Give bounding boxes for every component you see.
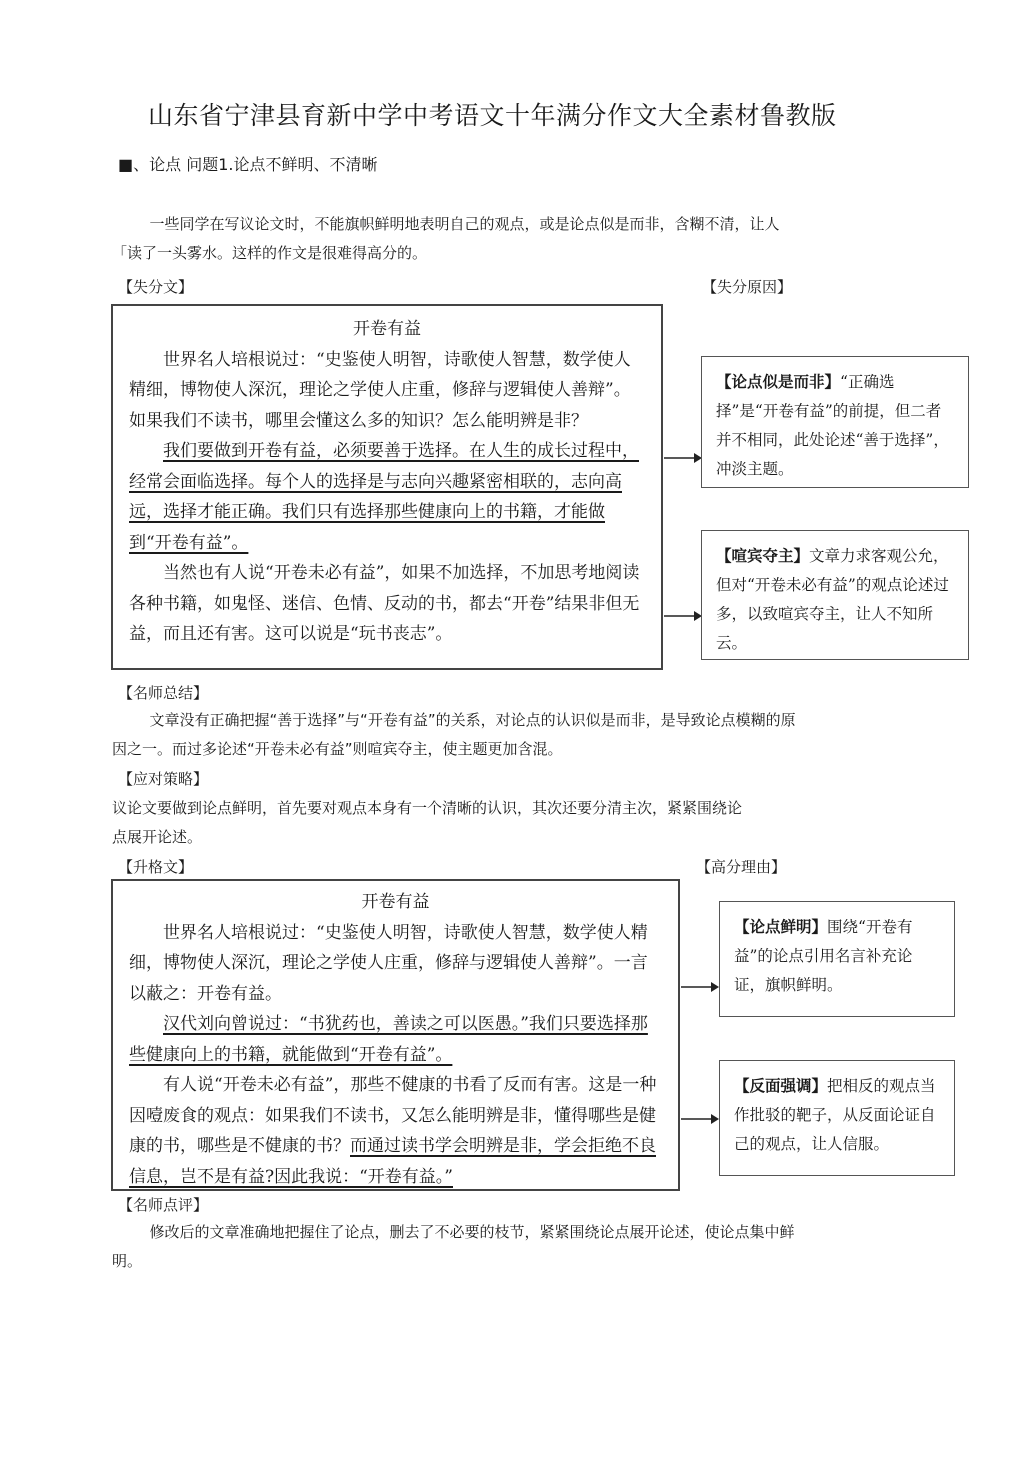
section-heading: ■、论点 问题1.论点不鲜明、不清晰 bbox=[118, 155, 378, 174]
strategy-text: 议论文要做到论点鲜明，首先要对观点本身有一个清晰的认识，其次还要分清主次，紧紧围绕论点展开论述。 bbox=[112, 799, 743, 846]
high-note-2-text: 把相反的观点当作批驳的靶子，从反面论证自己的观点，让人信服。 bbox=[734, 1077, 936, 1153]
fail-essay-paragraph-1: 世界名人培根说过：“史鉴使人明智，诗歌使人智慧，数学使人精细，博物使人深沉，理论之学使人庄重，修辞与逻辑使人善辩”。如果我们不读书，哪里会懂这么多的知识？怎么能明辨是非？ bbox=[129, 349, 631, 431]
upgrade-essay-box bbox=[111, 879, 680, 1191]
upgrade-essay-paragraph-3b: 而通过读书学会明辨是非，学会拒绝不良信息，岂不是有益?因此我说：“开卷有益。” bbox=[129, 1136, 656, 1187]
high-note-1-text: 围绕“开卷有益”的论点引用名言补充论证，旗帜鲜明。 bbox=[734, 918, 913, 994]
upgrade-essay-paragraph-2: 汉代刘向曾说过：“书犹药也，善读之可以医愚。”我们只要选择那些健康向上的书籍，就能做到“开卷有益”。 bbox=[129, 1014, 648, 1065]
fail-reason-label: 【失分原因】 bbox=[702, 278, 793, 296]
arrow-right-icon bbox=[664, 452, 704, 466]
high-note-1-tag: 【论点鲜明】 bbox=[734, 917, 828, 936]
fail-essay-box bbox=[111, 304, 663, 670]
fail-essay-title: 开卷有益 bbox=[353, 319, 421, 339]
high-note-2 bbox=[719, 1060, 955, 1176]
upgrade-essay-paragraph-1: 世界名人培根说过：“史鉴使人明智，诗歌使人智慧，数学使人精细，博物使人深沉，理论之学使人庄重，修辞与逻辑使人善辩”。一言以蔽之：开卷有益。 bbox=[129, 922, 648, 1004]
document-title: 山东省宁津县育新中学中考语文十年满分作文大全素材鲁教版 bbox=[148, 101, 837, 130]
upgrade-essay-title: 开卷有益 bbox=[361, 892, 430, 912]
high-note-2-tag: 【反面强调】 bbox=[734, 1076, 828, 1095]
fail-essay-paragraph-2: 我们要做到开卷有益，必须要善于选择。在人生的成长过程中，经常会面临选择。每个人的选择是与志向兴趣紧密相联的，志向高远，选择才能正确。我们只有选择那些健康向上的书籍，才能做到“开卷有益”。 bbox=[129, 441, 639, 553]
fail-essay-paragraph-3: 当然也有人说“开卷未必有益”，如果不加选择，不加思考地阅读各种书籍，如鬼怪、迷信、色情、反动的书，都去“开卷”结果非但无益，而且还有害。这可以说是“玩书丧志”。 bbox=[129, 563, 640, 644]
fail-note-1-text: “正确选择”是“开卷有益”的前提，但二者并不相同，此处论述“善于选择”，冲淡主题。 bbox=[716, 373, 949, 478]
fail-note-1 bbox=[701, 356, 969, 488]
teacher-comment-text: 修改后的文章准确地把握住了论点，删去了不必要的枝节，紧紧围绕论点展开论述，使论点集中鲜明。 bbox=[112, 1223, 795, 1270]
fail-note-2 bbox=[701, 530, 969, 660]
arrow-right-icon bbox=[681, 1113, 721, 1127]
upgrade-essay-paragraph-3 bbox=[129, 1070, 662, 1192]
strategy-label: 【应对策略】 bbox=[118, 770, 209, 788]
high-reason-label: 【高分理由】 bbox=[696, 858, 787, 876]
high-note-1 bbox=[719, 901, 955, 1017]
fail-note-2-text: 文章力求客观公允，但对“开卷未必有益”的观点论述过多，以致喧宾夺主，让人不知所云。 bbox=[716, 547, 949, 652]
upgrade-essay-paragraph-3a: 有人说“开卷未必有益”，那些不健康的书看了反而有害。这是一种因噎废食的观点：如果我们不读书，又怎么能明辨是非，懂得哪些是健康的书，哪些是不健康的书？ bbox=[129, 1075, 657, 1156]
teacher-summary-text: 文章没有正确把握“善于选择”与“开卷有益”的关系，对论点的认识似是而非，是导致论点模糊的原因之一。而过多论述“开卷未必有益”则喧宾夺主，使主题更加含混。 bbox=[112, 711, 796, 758]
arrow-right-icon bbox=[664, 610, 704, 624]
fail-note-1-tag: 【论点似是而非】 bbox=[716, 372, 841, 391]
fail-essay-label: 【失分文】 bbox=[118, 278, 194, 296]
intro-paragraph: 一些同学在写议论文时，不能旗帜鲜明地表明自己的观点，或是论点似是而非，含糊不清，让人「读了一头雾水。这样的作文是很难得高分的。 bbox=[112, 215, 780, 262]
teacher-comment-label: 【名师点评】 bbox=[118, 1196, 209, 1214]
arrow-right-icon bbox=[681, 981, 721, 995]
fail-note-2-tag: 【喧宾夺主】 bbox=[716, 546, 810, 565]
teacher-summary-label: 【名师总结】 bbox=[118, 684, 209, 702]
upgrade-essay-label: 【升格文】 bbox=[118, 858, 194, 876]
